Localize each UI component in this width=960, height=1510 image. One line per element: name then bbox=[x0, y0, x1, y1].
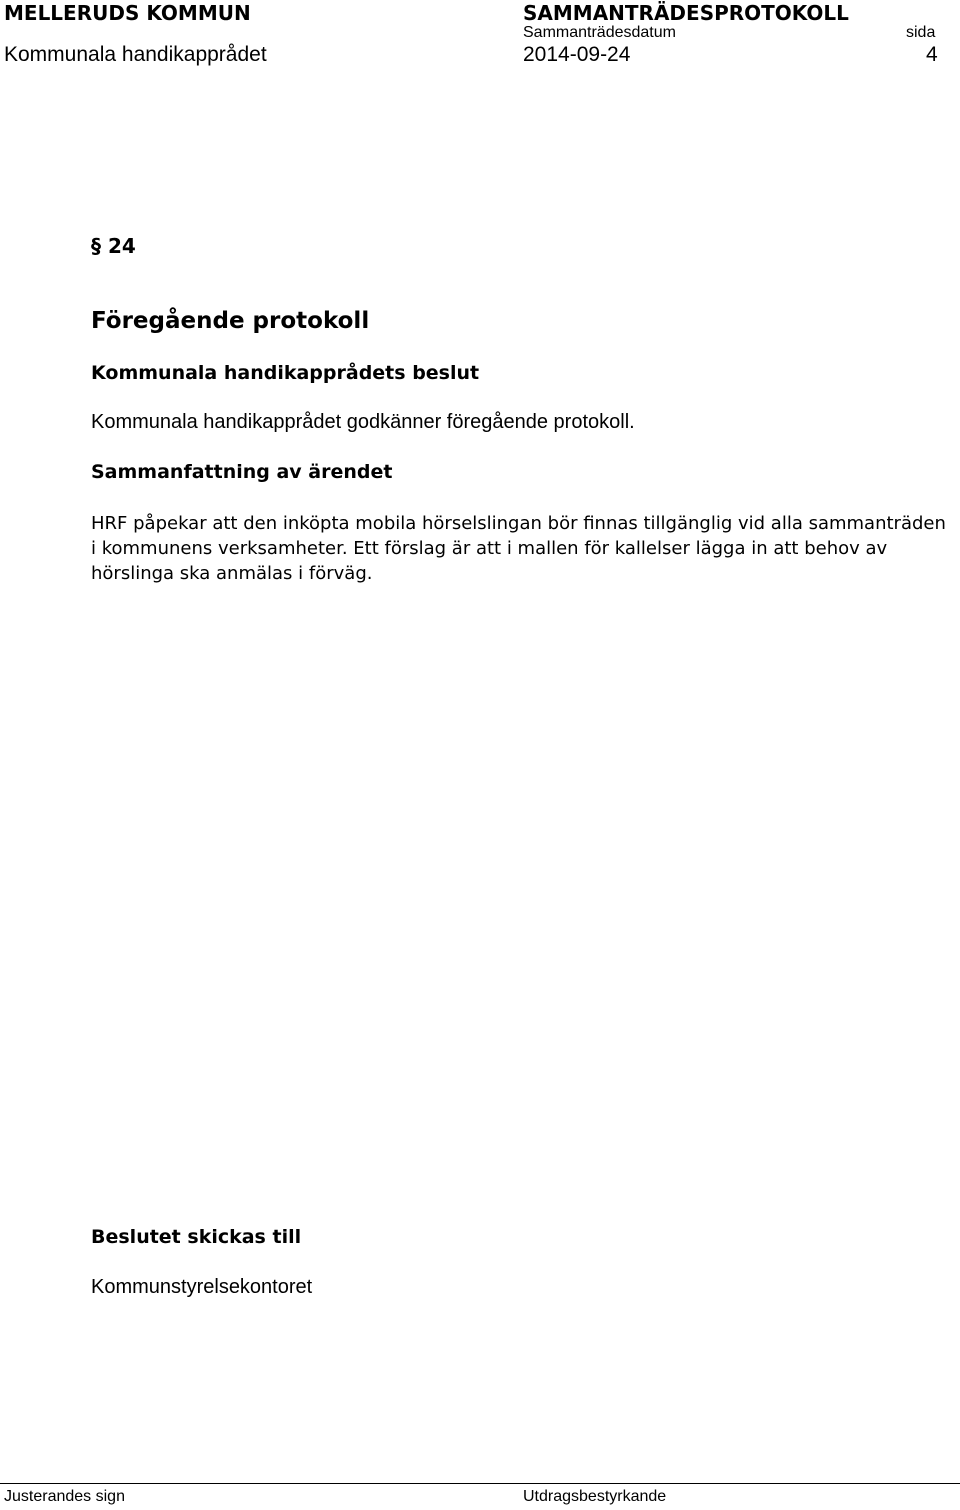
org-name: MELLERUDS KOMMUN bbox=[4, 1, 251, 25]
decision-heading: Kommunala handikapprådets beslut bbox=[91, 362, 480, 384]
page-label: sida bbox=[906, 24, 936, 41]
section-number bbox=[91, 234, 136, 258]
decision-text: Kommunala handikapprådet godkänner föregående protokoll. bbox=[91, 411, 635, 433]
sent-to-heading: Beslutet skickas till bbox=[91, 1226, 302, 1248]
section-symbol: § bbox=[91, 234, 101, 258]
summary-heading: Sammanfattning av ärendet bbox=[91, 461, 393, 483]
meeting-date: 2014-09-24 bbox=[523, 43, 631, 66]
date-label: Sammanträdesdatum bbox=[523, 24, 676, 41]
footer-divider bbox=[0, 1483, 960, 1484]
page-number: 4 bbox=[926, 43, 938, 66]
sent-to-recipient: Kommunstyrelsekontoret bbox=[91, 1276, 313, 1298]
footer-certification-label: Utdragsbestyrkande bbox=[523, 1488, 667, 1505]
body-name: Kommunala handikapprådet bbox=[4, 43, 267, 66]
doc-type: SAMMANTRÄDESPROTOKOLL bbox=[523, 1, 849, 25]
section-number-value: 24 bbox=[107, 234, 136, 258]
summary-text: HRF påpekar att den inköpta mobila hörselslingan bör finnas tillgänglig vid alla sammanträden i kommunens verksamheter. Ett förslag är att i mallen för kallelser lägga in att behov av hörslinga ska anmälas i förväg. bbox=[91, 513, 946, 584]
item-title: Föregående protokoll bbox=[91, 308, 370, 334]
footer-signature-label: Justerandes sign bbox=[4, 1488, 125, 1505]
